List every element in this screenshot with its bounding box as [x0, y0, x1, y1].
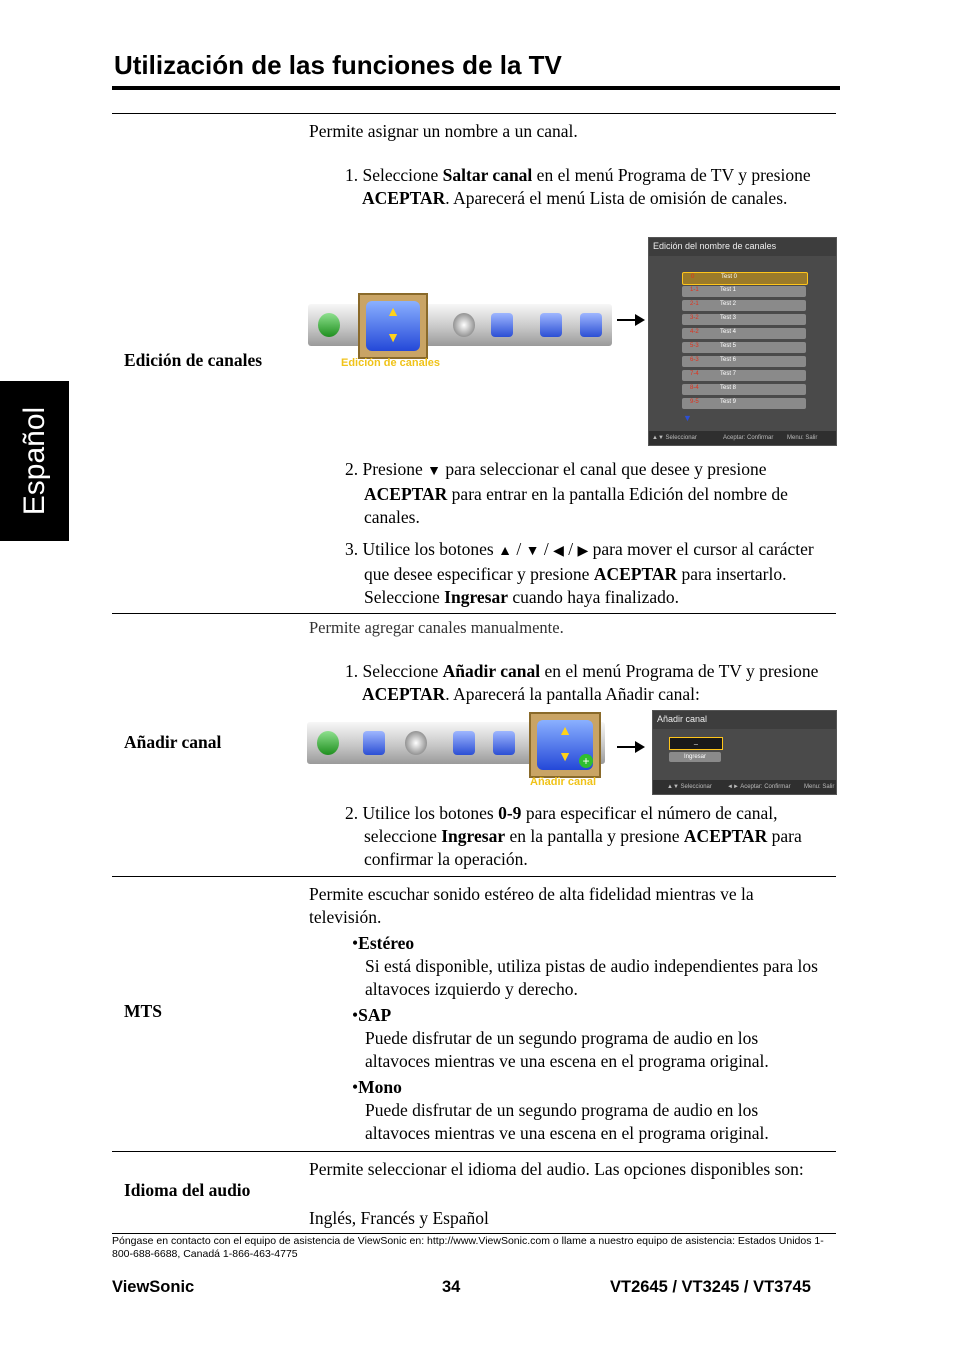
- language-tab-label: Español: [17, 406, 51, 516]
- channel-number-input[interactable]: _: [669, 737, 723, 750]
- title-rule: [112, 86, 840, 90]
- screen-title: Edición del nombre de canales: [649, 238, 836, 256]
- mts-item-title: •Mono: [352, 1077, 402, 1097]
- tv-menu-bar: [308, 304, 612, 346]
- screen-footer: ▲▼ Seleccionar ◄► Aceptar: Confirmar Menu: Salir: [667, 784, 835, 790]
- row-label-idioma: Idioma del audio: [124, 1180, 251, 1200]
- page-title: Utilización de las funciones de la TV: [114, 50, 562, 80]
- screen-title: Añadir canal: [653, 711, 836, 729]
- table-rule: [112, 613, 836, 614]
- audio-icon: [453, 313, 475, 337]
- screen-footer: ▲▼ Seleccionar Aceptar: Confirmar Menu: Salir: [652, 435, 818, 441]
- channel-number: 4-2: [690, 329, 699, 335]
- channel-row[interactable]: [682, 314, 806, 325]
- channel-number: 3-2: [690, 315, 699, 321]
- table-rule: [112, 1151, 836, 1152]
- channel-name-edit-screen: [648, 237, 837, 446]
- edit-channel-icon: ▲ ▼: [366, 301, 420, 351]
- table-rule: [112, 1233, 836, 1234]
- channel-number: 1-1: [690, 287, 699, 293]
- channel-number: 9-5: [690, 399, 699, 405]
- support-note: Póngase en contacto con el equipo de asistencia de ViewSonic en: http://www.ViewSonic.com o llame a nuestro equipo de asistencia: Estados Unidos 1-800-688-6688, Canadá 1-866-463-4775: [112, 1235, 824, 1260]
- channel-row[interactable]: [682, 398, 806, 409]
- footer-models: VT2645 / VT3245 / VT3745: [610, 1278, 811, 1296]
- channel-row[interactable]: [682, 300, 806, 311]
- channel-name: Test 1: [720, 287, 737, 293]
- idioma-intro: Permite seleccionar el idioma del audio. Las opciones disponibles son:: [309, 1159, 804, 1179]
- mts-item-desc: Si está disponible, utiliza pistas de audio independientes para los altavoces izquierdo y derecho.: [365, 956, 818, 999]
- menu-item-label: Edición de canales: [341, 357, 441, 369]
- edicion-step1: 1. Seleccione Saltar canal en el menú Programa de TV y presione ACEPTAR. Aparecerá el menú Lista de omisión de canales.: [345, 165, 811, 208]
- channel-number: 0: [691, 274, 695, 280]
- mts-intro: Permite escuchar sonido estéreo de alta fidelidad mientras ve la televisión.: [309, 884, 754, 927]
- row-label-edicion: Edición de canales: [124, 350, 263, 370]
- anadir-step2: 2. Utilice los botones 0-9 para especificar el número de canal, seleccione Ingresar en la pantalla y presione ACEPTAR para confirmar la operación.: [345, 803, 802, 869]
- selected-menu-item: [529, 712, 601, 778]
- down-triangle-icon: ▼: [525, 544, 540, 559]
- channel-row[interactable]: [682, 384, 806, 395]
- audio-icon: [405, 731, 427, 755]
- channel-number: 5-3: [690, 343, 699, 349]
- green-arrow-icon: [318, 313, 340, 337]
- channel-number: 7-4: [690, 371, 699, 377]
- channel-name: Test 4: [720, 329, 737, 335]
- table-rule: [112, 113, 836, 114]
- language-icon: [453, 731, 475, 755]
- channel-name: Test 2: [720, 301, 737, 307]
- ingresar-button[interactable]: Ingresar: [669, 752, 721, 762]
- channel-name: Test 0: [721, 274, 738, 280]
- mts-item-title: •Estéreo: [352, 933, 415, 953]
- channel-name: Test 9: [720, 399, 737, 405]
- edit-channel-icon: [363, 731, 385, 755]
- mts-item-desc: Puede disfrutar de un segundo programa de audio en los altavoces mientras ve una escena en el programa original.: [365, 1028, 769, 1071]
- table-rule: [112, 876, 836, 877]
- channel-row[interactable]: [682, 342, 806, 353]
- idioma-options: Inglés, Francés y Español: [309, 1208, 489, 1228]
- language-tab: [0, 381, 69, 541]
- channel-row[interactable]: [682, 286, 806, 297]
- channel-name: Test 3: [720, 315, 737, 321]
- channel-row[interactable]: [682, 370, 806, 381]
- channel-row[interactable]: [682, 328, 806, 339]
- row-label-mts: MTS: [124, 1001, 162, 1021]
- anadir-intro: Permite agregar canales manualmente.: [309, 618, 564, 637]
- menu-item-label: Añadir canal: [530, 776, 597, 788]
- up-triangle-icon: ▲: [498, 544, 512, 559]
- footer-brand: ViewSonic: [112, 1278, 195, 1296]
- edicion-step2: 2. Presione ▼ para seleccionar el canal que desee y presione ACEPTAR para entrar en la pantalla Edición del nombre de canales.: [345, 459, 788, 527]
- scroll-down-icon: ▼: [683, 413, 692, 423]
- channel-name: Test 7: [720, 371, 737, 377]
- channel-row[interactable]: [682, 356, 806, 367]
- left-triangle-icon: ◀: [553, 544, 564, 559]
- add-channel-screen: [652, 710, 837, 795]
- selected-menu-item: [358, 293, 428, 359]
- channel-name: Test 6: [720, 357, 737, 363]
- channel-number: 2-1: [690, 301, 699, 307]
- green-arrow-icon: [317, 731, 339, 755]
- right-triangle-icon: ▶: [577, 544, 589, 559]
- settings-icon: [540, 313, 562, 337]
- channel-number: 8-4: [690, 385, 699, 391]
- right-arrow-icon: [617, 746, 643, 748]
- channel-row[interactable]: [682, 272, 808, 285]
- channel-number: 6-3: [690, 357, 699, 363]
- edicion-intro: Permite asignar un nombre a un canal.: [309, 121, 578, 141]
- channel-icon: [580, 313, 602, 337]
- add-channel-icon: ▲ ▼: [537, 720, 593, 770]
- down-triangle-icon: ▼: [427, 464, 442, 479]
- edicion-step3: 3. Utilice los botones ▲ / ▼ / ◀ / ▶ para mover el cursor al carácter que desee especificar y presione ACEPTAR para insertarlo. Seleccione Ingresar cuando haya finalizado.: [345, 539, 814, 607]
- channel-name: Test 5: [720, 343, 737, 349]
- plus-icon: +: [579, 754, 593, 768]
- settings-icon: [493, 731, 515, 755]
- page-number: 34: [442, 1278, 461, 1296]
- mts-item-desc: Puede disfrutar de un segundo programa de audio en los altavoces mientras ve una escena en el programa original.: [365, 1100, 769, 1143]
- right-arrow-icon: [617, 319, 643, 321]
- language-icon: [491, 313, 513, 337]
- row-label-anadir: Añadir canal: [124, 732, 222, 752]
- mts-item-title: •SAP: [352, 1005, 392, 1025]
- channel-name: Test 8: [720, 385, 737, 391]
- anadir-step1: 1. Seleccione Añadir canal en el menú Programa de TV y presione ACEPTAR. Aparecerá la pantalla Añadir canal:: [345, 661, 819, 704]
